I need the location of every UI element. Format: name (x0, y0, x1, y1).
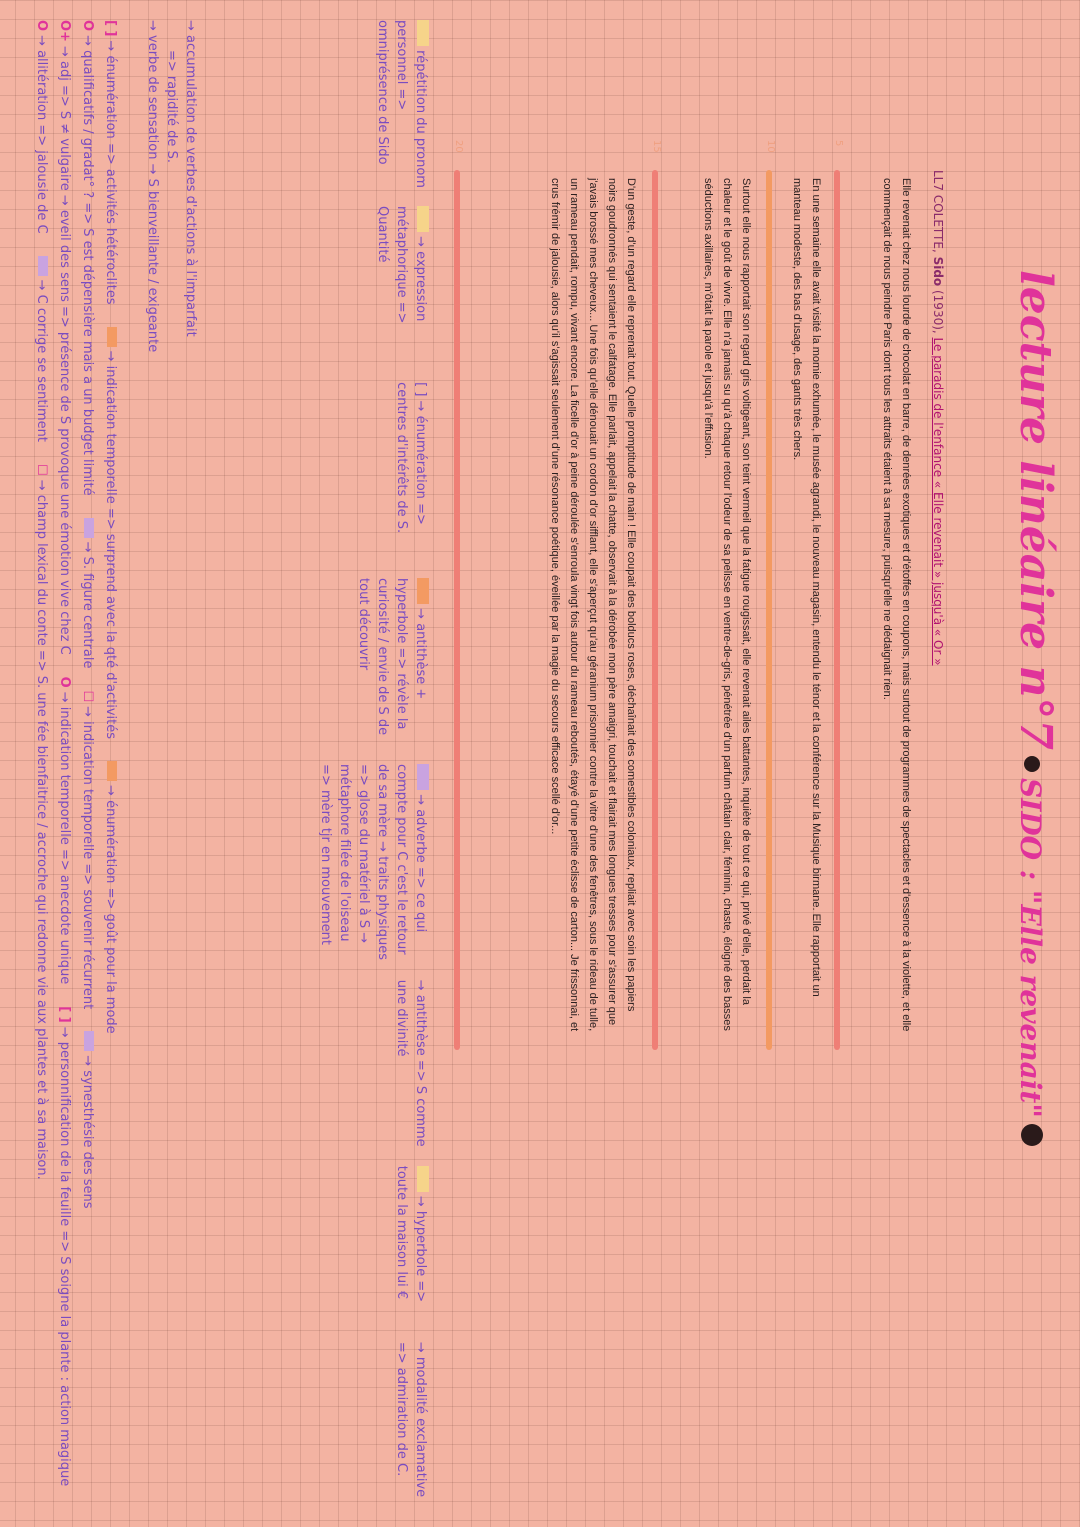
note-symbol: O (34, 20, 49, 32)
line-marker-5: 5 (833, 140, 844, 147)
text-paragraph-2 (787, 178, 825, 1038)
note-line: découvrir (356, 608, 371, 671)
note-line: → modalité exclamative (413, 1341, 428, 1498)
note-line: mouvement (318, 866, 333, 945)
right-note-1 (101, 20, 120, 305)
left-note-6 (392, 980, 430, 1148)
paragraph-1-text: Elle revenait chez nous lourde de chocolat en barre, de denrées exotiques et d'étoffes en coupons, mais surtout de programmes de spectacles et d'essence à la violette, et elle commençait de nous peindre Paris dont tous les attraits étaient à sa mesure, puisqu'elle ne dédaignait rien. (881, 178, 912, 1032)
note-line: vie aux plantes et à sa maison. (34, 976, 49, 1180)
right-note-3 (101, 761, 120, 1034)
note-line: vive chez C (57, 580, 72, 655)
note-line: plante : action magique (57, 1331, 72, 1487)
note-line: → énumération (103, 40, 118, 139)
header-work: Sido (931, 256, 945, 287)
swatch-yellow-icon (417, 20, 429, 46)
right-note-13 (32, 464, 51, 1180)
note-symbol: [ ] (103, 20, 118, 37)
paragraph-4-text: D'un geste, d'un regard elle reprenait tout. Quelle promptitude de main ! Elle coupait des bolducs roses, déchaînait des comestibles coloniaux, repliait avec soin les papiers noirs goudronnés qui sentaient le calfatage. Elle parlait, appelait la chatte, observait à la dérobée mon père amaigri, touchait et flairait mes longues tresses pour s'assurer que j'avais brossé mes cheveux... Une fois qu'elle dénouait un cordon d'or sifflant, elle s'aperçut qu'au géranium prisonnier contre la vitre d'une des fenêtres, sous le rideau de tulle, un rameau pendait, rompu, vivant encore. La ficelle d'or à peine déroulée s'enroula vingt fois autour du rameau reboutés, étayé d'une petite éclisse de carton... Je frissonnai, et crus frémir de jalousie, alors qu'il s'agissait seulement d'une résonance poétique, éveillée par la magie du secours efficace scellé d'or... (549, 178, 637, 1032)
section-band-3 (652, 170, 658, 1050)
line-marker-10: 10 (765, 140, 776, 153)
title-sub: SIDO : "Elle revenait" (1014, 778, 1047, 1118)
section-band-1 (834, 170, 840, 1050)
swatch-purple-icon (417, 764, 429, 790)
note-symbol: ☐ (80, 690, 95, 703)
right-note-8 (55, 20, 74, 655)
note-line: une divinité (394, 979, 409, 1057)
note-symbol: O+ (57, 20, 72, 42)
header-code: LL7 COLETTE, (931, 170, 945, 257)
note-line: => souvenir récurrent (80, 863, 95, 1010)
note-line: → qualificatifs / gradat° ? (80, 35, 95, 199)
section-band-2 (766, 170, 772, 1050)
right-note-5 (78, 518, 97, 669)
paragraph-3-text: Surtout elle nous rapportait son regard gris voltigeant, son teint vermeil que la fatigue rougissait, elle revenait ailes battantes, inquiète de tout ce qui, privé d'elle, perdait la chaleur et le goût de vivre. Elle n'a jamais su qu'à chaque retour l'odeur de sa pelisse en ventre-de-gris, pénétrée d'un parfum châtain clair, féminin, chaste, éloigné des basses séductions axillaires, m'ôtait la parole et jusqu'à l'effusion. (702, 178, 752, 1031)
swatch-purple-icon (84, 1031, 94, 1051)
right-note-9 (55, 677, 74, 985)
note-line: => révèle la curiosité / (375, 578, 409, 730)
right-note-2 (101, 327, 120, 739)
right-note-12 (32, 256, 51, 442)
note-line: → énumération (103, 785, 118, 884)
note-line: → adj => S ≠ vulgaire (57, 45, 72, 191)
note-line: => surprend avec la qté (103, 507, 118, 669)
left-note-2 (373, 206, 430, 364)
note-line: personnel => omniprésence (375, 20, 409, 112)
left-note-7 (392, 1166, 430, 1324)
bottom-note-3: → verbe de sensation → S bienveillante / exigeante (145, 20, 160, 353)
line-marker-15: 15 (651, 140, 662, 153)
note-line: → hyperbole => toute la (394, 1165, 428, 1303)
note-line: → eveil des sens => présence (57, 194, 72, 392)
note-symbol: O (57, 676, 72, 688)
note-line: [ ] → énumération (413, 382, 428, 499)
note-line: → personnification de la (57, 1026, 72, 1183)
note-line: → C corrige se sentiment (34, 279, 49, 443)
note-symbol: [ ] (57, 1006, 72, 1023)
note-line: → métaphore filée de (337, 764, 371, 944)
note-line: → champ lexical du conte => S. une fée (34, 479, 49, 742)
page-title (1006, 270, 1064, 1490)
title-dot-icon (1025, 756, 1041, 772)
note-line: envie de S de tout (356, 578, 390, 736)
right-note-4 (78, 20, 97, 496)
bottom-note-1: → accumulation de verbes d'actions à l'imparfait (183, 20, 198, 337)
note-line: => goût pour la mode (103, 887, 118, 1034)
title-main: lecture linéaire n°7 (1010, 270, 1061, 751)
note-line: => centres d'intérêts de S. (394, 382, 428, 534)
text-paragraph-3 (698, 178, 755, 1038)
left-note-4 (354, 578, 430, 746)
swatch-yellow-icon (417, 1166, 429, 1192)
note-line: → traits physiques (375, 841, 390, 961)
title-end-dot-icon (1022, 1124, 1044, 1146)
note-line: → indication temporelle (103, 350, 118, 504)
note-line: retour de sa mère (375, 764, 409, 955)
note-line: → antithèse => S comme (413, 979, 428, 1147)
note-line: => anecdote unique (57, 848, 72, 985)
note-line: → antithèse + hyperbole (394, 578, 428, 700)
right-notes-block (32, 20, 120, 1500)
swatch-orange-icon (107, 761, 117, 781)
note-line: répétition du pronom (413, 50, 428, 188)
note-line: budget limité (80, 408, 95, 496)
note-line: → synesthésie des sens (80, 1055, 95, 1209)
header-excerpt-ref: Le paradis de l'enfance « Elle revenait » jusqu'à « Or » (931, 337, 945, 666)
note-line: → expression métaphorique (394, 206, 428, 322)
right-note-11 (32, 20, 51, 234)
note-line: → indication temporelle (80, 706, 95, 860)
note-line: → adverbe => ce qui (413, 794, 428, 933)
note-line: d'activités (103, 672, 118, 740)
note-line: l'oiseau => mère tjr en (318, 764, 352, 942)
right-note-6 (78, 690, 97, 1009)
right-note-7 (78, 1031, 97, 1208)
bottom-notes (143, 20, 200, 1500)
note-line: de Sido (375, 116, 390, 165)
note-line: maison lui € (394, 1219, 409, 1300)
note-line: → allitération => jalousie de C (34, 35, 49, 234)
bottom-note-2: => rapidité de S. (164, 50, 179, 163)
right-note-10 (55, 1006, 74, 1486)
note-line: => S est dépensière mais a un (80, 202, 95, 405)
left-note-8 (392, 1342, 430, 1500)
text-paragraph-4 (545, 178, 640, 1038)
swatch-purple-icon (38, 256, 48, 276)
note-line: de S provoque une émotion (57, 395, 72, 576)
note-line: → S. figure centrale (80, 541, 95, 669)
note-line: => Quantité (375, 206, 409, 324)
swatch-yellow-icon (417, 206, 429, 232)
swatch-orange-icon (417, 578, 429, 604)
excerpt-header (931, 170, 945, 1050)
note-line: => activités hétéroclites (103, 142, 118, 305)
left-note-5 (316, 764, 430, 962)
note-line: feuille => S soigne la (57, 1186, 72, 1328)
swatch-purple-icon (84, 518, 94, 538)
note-line: compte pour C c'est le (394, 764, 409, 911)
note-line: → indication temporelle (57, 691, 72, 845)
text-paragraph-1 (877, 178, 915, 1038)
left-notes-block (316, 20, 430, 1500)
note-symbol: ☐ (34, 464, 49, 476)
note-line: => glose du matériel à S (356, 764, 371, 929)
header-year: (1930), (931, 286, 945, 338)
note-line: => admiration de C. (394, 1341, 409, 1477)
section-band-4 (454, 170, 460, 1050)
note-line: bienfaitrice / accroche qui redonne (34, 745, 49, 973)
paragraph-2-text: En une semaine elle avait visité la momie exhumée, le musée agrandi, le nouveau magasin, entendu le ténor et la conférence sur la Musique birmane. Elle rapportait un manteau modeste, des bas d'usage, des gants très chers. (791, 178, 822, 997)
swatch-orange-icon (107, 327, 117, 347)
left-note-1 (373, 20, 430, 188)
line-marker-20: 20 (453, 140, 464, 153)
note-symbol: O (80, 20, 95, 32)
left-note-3 (392, 382, 430, 560)
